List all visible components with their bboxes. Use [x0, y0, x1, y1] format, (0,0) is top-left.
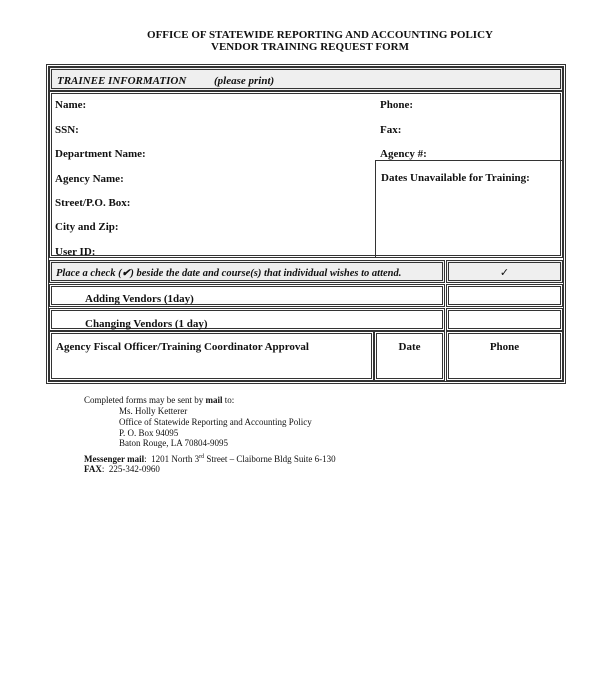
messenger-address-post: Street – Claiborne Bldg Suite 6-130 [204, 454, 336, 464]
approval-date-cell[interactable] [374, 331, 445, 381]
course-row-adding-vendors [49, 284, 445, 307]
field-agency-number[interactable]: Agency #: [380, 148, 427, 160]
approval-signature-cell[interactable] [49, 331, 374, 381]
approval-phone-cell[interactable] [446, 331, 563, 381]
field-ssn[interactable]: SSN: [55, 124, 79, 136]
course-instruction: Place a check (✔) beside the date and course(s) that individual wishes to attend. [56, 268, 402, 279]
field-street-po-box[interactable]: Street/P.O. Box: [55, 197, 131, 209]
field-phone[interactable]: Phone: [380, 99, 413, 111]
field-fax[interactable]: Fax: [380, 124, 402, 136]
course-label-adding-vendors: Adding Vendors (1day) [85, 293, 194, 305]
field-user-id[interactable]: User ID: [55, 246, 96, 258]
field-city-zip[interactable]: City and Zip: [55, 221, 119, 233]
fax-label: FAX [84, 464, 102, 474]
messenger-address-pre: 1201 North 3 [151, 454, 200, 464]
fax-line: FAX: 225-342-0960 [84, 464, 160, 474]
trainee-section-title: TRAINEE INFORMATION [57, 75, 187, 87]
field-name[interactable]: Name: [55, 99, 87, 111]
address-line-1: Ms. Holly Ketterer [119, 406, 188, 416]
field-department-name[interactable]: Department Name: [55, 148, 146, 160]
address-line-4: Baton Rouge, LA 70804-9095 [119, 438, 228, 448]
address-line-3: P. O. Box 94095 [119, 428, 179, 438]
messenger-mail-label: Messenger mail [84, 454, 145, 464]
messenger-mail: Messenger mail: 1201 North 3rd Street – Claiborne Bldg Suite 6-130 [84, 454, 336, 464]
field-agency-name[interactable]: Agency Name: [55, 173, 124, 185]
fax-number: 225-342-0960 [108, 464, 160, 474]
course-label-changing-vendors: Changing Vendors (1 day) [85, 318, 208, 330]
mail-intro-bold: mail [205, 395, 223, 405]
mail-instructions [84, 395, 234, 406]
course-checkbox-changing-vendors[interactable] [446, 308, 563, 331]
course-checkbox-adding-vendors[interactable] [446, 284, 563, 307]
check-header-cell [446, 260, 563, 283]
messenger-address-sup: rd [199, 454, 205, 460]
mail-intro-suffix: to: [222, 395, 235, 405]
approval-label: Agency Fiscal Officer/Training Coordinator Approval [56, 341, 309, 353]
dates-unavailable-box[interactable] [375, 160, 563, 258]
trainee-section-subtitle: (please print) [214, 75, 275, 87]
approval-phone-label: Phone [489, 341, 520, 353]
mail-intro-prefix: Completed forms may be sent by [84, 395, 206, 405]
checkmark-icon: ✓ [499, 267, 510, 279]
dates-unavailable-label: Dates Unavailable for Training: [381, 172, 530, 184]
form-title-line1: OFFICE OF STATEWIDE REPORTING AND ACCOUNTING POLICY [147, 29, 493, 41]
approval-date-label: Date [398, 341, 421, 353]
form-title-line2: VENDOR TRAINING REQUEST FORM [211, 41, 409, 53]
address-line-2: Office of Statewide Reporting and Accounting Policy [119, 417, 312, 427]
trainee-section-header [49, 67, 563, 91]
course-instruction-cell [49, 260, 445, 283]
course-row-changing-vendors [49, 308, 445, 331]
